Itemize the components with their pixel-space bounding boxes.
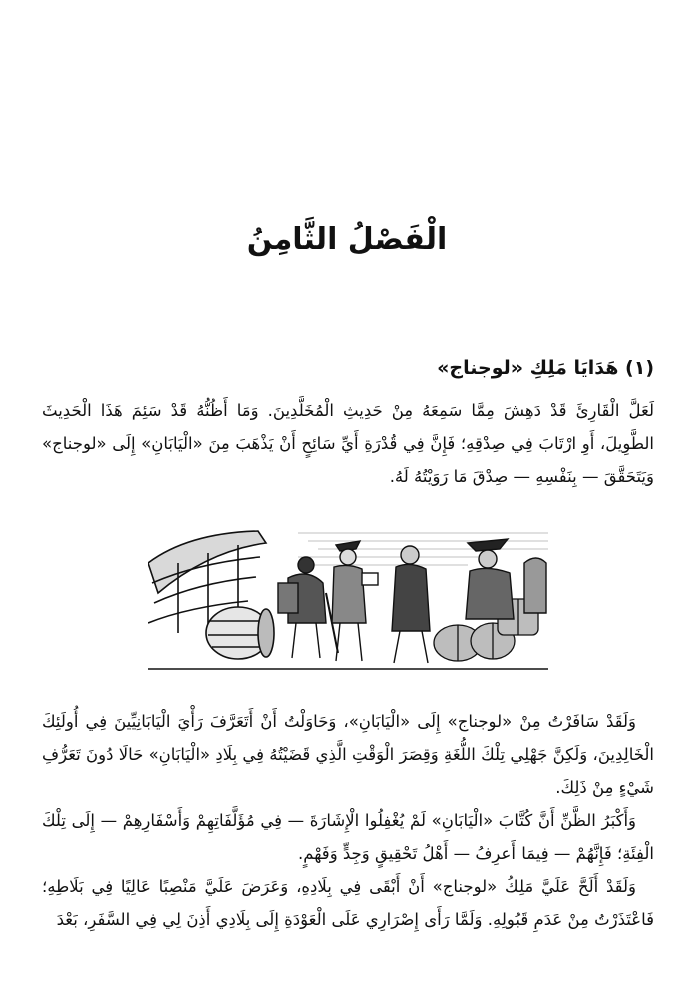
- figure-traveler: [392, 546, 430, 663]
- paragraph-3: وَأَكْبَرُ الظَّنِّ أَنَّ كُتَّابَ «الْيَابَانِ» لَمْ يُغْفِلُوا الْإِشَارَةَ — فِي مُؤَلَّفَاتِهِمْ وَأَسْفَارِهِمْ — إِلَى تِلْكَ الْفِئَةِ؛ فَإِنَّهُمْ — فِيمَا أَعرِفُ — أَهْلُ تَحْقِيقٍ وَجِدٍّ وَفَهْمٍ.: [42, 811, 654, 863]
- dock-scene-illustration: [148, 523, 548, 675]
- paragraph-4: وَلَقَدْ أَلَحَّ عَلَيَّ مَلِكُ «لوجناج» أَنْ أَبْقَى فِي بِلَادِهِ، وَعَرَضَ عَلَيَّ مَنْصِبًا عَالِيًا فِي بَلَاطِهِ؛ فَاعْتَذَرْتُ مِنْ عَدَمِ قَبُولِهِ. وَلَمَّا رَأَى إِصْرَارِي عَلَى الْعَوْدَةِ إِلَى بِلَادِي أَذِنَ لِي فِي السَّفَرِ، بَعْدَ: [42, 877, 654, 929]
- paragraph-1: لَعَلَّ الْقَارِئَ قَدْ دَهِشَ مِمَّا سَمِعَهُ مِنْ حَدِيثِ الْمُخَلَّدِينَ. وَمَا أَظُنُّهُ قَدْ سَئِمَ هَذَا الْحَدِيثَ الطَّوِيلَ، أَوِ ارْتَابَ فِي صِدْقِهِ؛ فَإِنَّ فِي قُدْرَةِ أَيِّ سَائِحٍ أَنْ يَذْهَبَ مِنَ «الْيَابَانِ» إِلَى «لوجناج» وَيَتَحَقَّقَ — بِنَفْسِهِ — صِدْقَ مَا رَوَيْتُهُ لَهُ.: [42, 401, 654, 486]
- figure-porter: [278, 557, 338, 658]
- figure-right-porter: [466, 539, 546, 619]
- paragraph-2: وَلَقَدْ سَافَرْتُ مِنْ «لوجناج» إِلَى «الْيَابَانِ»، وَحَاوَلْتُ أَنْ أَتَعَرَّفَ رَأْيَ الْيَابَانِيِّينَ فِي أُولَئِكَ الْخَالِدِينَ، وَلَكِنَّ جَهْلِي تِلْكَ اللُّغَةِ وَقِصَرَ الْوَقْتِ الَّذِي قَضَيْتُهُ فِي بِلَادِ «الْيَابَانِ» حَالَا دُونَ تَعَرُّفِ شَيْءٍ مِنْ ذَلِكَ.: [42, 712, 654, 797]
- illustration-drawing: [148, 523, 548, 675]
- page-content: [42, 352, 654, 936]
- chapter-title: الْفَصْلُ الثَّامِنُ: [246, 222, 448, 257]
- figure-official: [332, 541, 378, 661]
- section-heading: (١) هَدَايَا مَلِكِ «لوجناج»: [437, 357, 654, 379]
- barrel: [206, 607, 274, 659]
